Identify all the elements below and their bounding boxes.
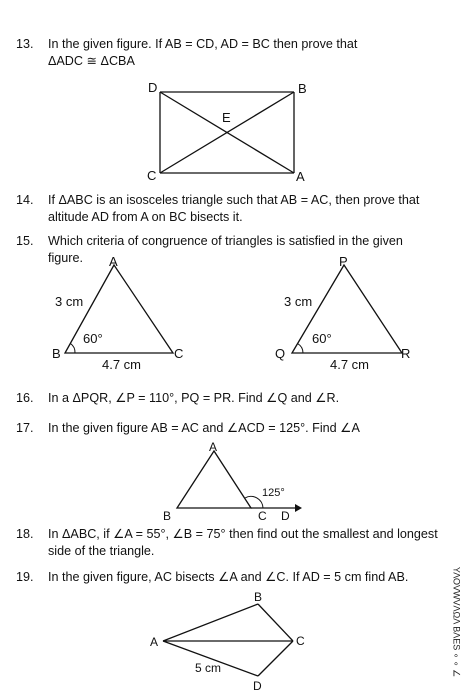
base-label-qr: 4.7 cm bbox=[330, 357, 370, 372]
question-text: If ΔABC is an isosceles triangle such that AB = AC, then prove that altitude AD from A on BC bisects it. bbox=[48, 193, 420, 224]
question-number: 18. bbox=[16, 527, 34, 541]
vertex-c: C bbox=[296, 634, 305, 648]
base-label-bc: 4.7 cm bbox=[102, 357, 142, 372]
vertex-d: D bbox=[253, 679, 262, 693]
vertex-a: A bbox=[209, 440, 218, 454]
question-text: In ΔABC, if ∠A = 55°, ∠B = 75° then find out the smallest and longest side of the triangle. bbox=[48, 527, 438, 558]
angle-label-q: 60° bbox=[312, 331, 332, 346]
figure-13-rectangle bbox=[0, 80, 474, 190]
point-d: D bbox=[281, 509, 290, 523]
vertex-r: R bbox=[401, 346, 411, 361]
question-number: 17. bbox=[16, 421, 34, 435]
question-text: In a ΔPQR, ∠P = 110°, PQ = PR. Find ∠Q and ∠R. bbox=[48, 391, 340, 405]
question-16 bbox=[16, 390, 440, 407]
vertex-a: A bbox=[296, 169, 305, 184]
vertex-c: C bbox=[258, 509, 267, 523]
figure-19-kite bbox=[0, 588, 474, 698]
vertex-a: A bbox=[150, 635, 159, 649]
question-19 bbox=[16, 569, 440, 586]
angle-label-b: 60° bbox=[83, 331, 103, 346]
question-number: 13. bbox=[16, 37, 34, 51]
question-number: 16. bbox=[16, 391, 34, 405]
question-17 bbox=[16, 420, 440, 437]
vertex-c: C bbox=[174, 346, 184, 361]
vertex-b: B bbox=[254, 590, 263, 604]
vertex-d: D bbox=[148, 80, 158, 95]
question-number: 14. bbox=[16, 193, 34, 207]
question-14 bbox=[16, 192, 440, 226]
question-13 bbox=[16, 36, 440, 70]
margin-side-note: ΥΛΟVWVΛΩΛ ΒΛΕS ∘ ∘ ∠ bbox=[451, 566, 462, 678]
vertex-b: B bbox=[298, 81, 307, 96]
question-text: Which criteria of congruence of triangles is satisfied in the given figure. bbox=[48, 234, 403, 265]
question-number: 19. bbox=[16, 570, 34, 584]
question-18 bbox=[16, 526, 440, 560]
figure-17-triangle bbox=[0, 436, 474, 526]
side-label-pq: 3 cm bbox=[284, 294, 313, 309]
side-label-ab: 3 cm bbox=[55, 294, 84, 309]
vertex-b: B bbox=[52, 346, 61, 361]
question-text: In the given figure. If AB = CD, AD = BC then prove that ΔADC ≅ ΔCBA bbox=[48, 37, 358, 68]
vertex-q: Q bbox=[275, 346, 286, 361]
question-text: In the given figure AB = AC and ∠ACD = 125°. Find ∠A bbox=[48, 421, 360, 435]
angle-label-acd: 125° bbox=[262, 487, 285, 499]
vertex-p: P bbox=[339, 254, 348, 269]
vertex-b: B bbox=[163, 509, 172, 523]
question-text: In the given figure, AC bisects ∠A and ∠C. If AD = 5 cm find AB. bbox=[48, 570, 409, 584]
point-e: E bbox=[222, 110, 231, 125]
vertex-c: C bbox=[147, 168, 157, 183]
side-label-ad: 5 cm bbox=[195, 661, 222, 675]
figure-15-triangle-pqr bbox=[270, 252, 470, 382]
vertex-a: A bbox=[109, 254, 118, 269]
figure-15-triangle-abc bbox=[40, 252, 240, 382]
question-number: 15. bbox=[16, 234, 34, 248]
